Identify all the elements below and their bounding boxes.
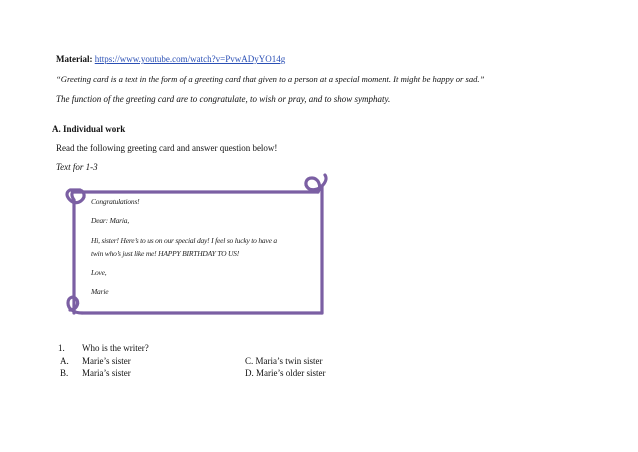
card-line-4: twin who’s just like me! HAPPY BIRTHDAY TO US! bbox=[91, 249, 240, 258]
instruction-text: Read the following greeting card and answer question below! bbox=[56, 143, 278, 153]
question-text: Who is the writer? bbox=[82, 343, 149, 353]
option-b-text: Maria’s sister bbox=[82, 368, 131, 378]
option-d-text: D. Marie’s older sister bbox=[245, 368, 326, 378]
option-c-text: C. Maria’s twin sister bbox=[245, 356, 323, 366]
material-line bbox=[56, 54, 285, 64]
question-number: 1. bbox=[58, 343, 65, 353]
definition-text: “Greeting card is a text in the form of a greeting card that given to a person at a special moment. It might be happy or sad.” bbox=[56, 74, 485, 84]
material-label: Material: bbox=[56, 54, 93, 64]
scroll-left-top-curl bbox=[67, 190, 84, 203]
material-link[interactable]: https://www.youtube.com/watch?v=PvwADyYO14g bbox=[94, 54, 286, 64]
option-a-text: Marie’s sister bbox=[82, 356, 131, 366]
card-line-1: Congratulations! bbox=[91, 197, 140, 206]
card-line-2: Dear: Maria, bbox=[91, 216, 130, 225]
text-for-label: Text for 1-3 bbox=[56, 162, 98, 172]
scroll-bottom-left-curl bbox=[68, 297, 82, 313]
card-line-3: Hi, sister! Here’s to us on our special day! I feel so lucky to have a bbox=[91, 236, 277, 245]
section-heading: A. Individual work bbox=[52, 124, 126, 134]
option-a-letter: A. bbox=[60, 356, 69, 366]
card-line-5: Love, bbox=[91, 268, 107, 277]
function-text: The function of the greeting card are to congratulate, to wish or pray, and to show symphaty. bbox=[56, 94, 391, 104]
option-b-letter: B. bbox=[60, 368, 69, 378]
scroll-top-right-curl bbox=[306, 175, 326, 192]
card-line-6: Marie bbox=[91, 287, 109, 296]
